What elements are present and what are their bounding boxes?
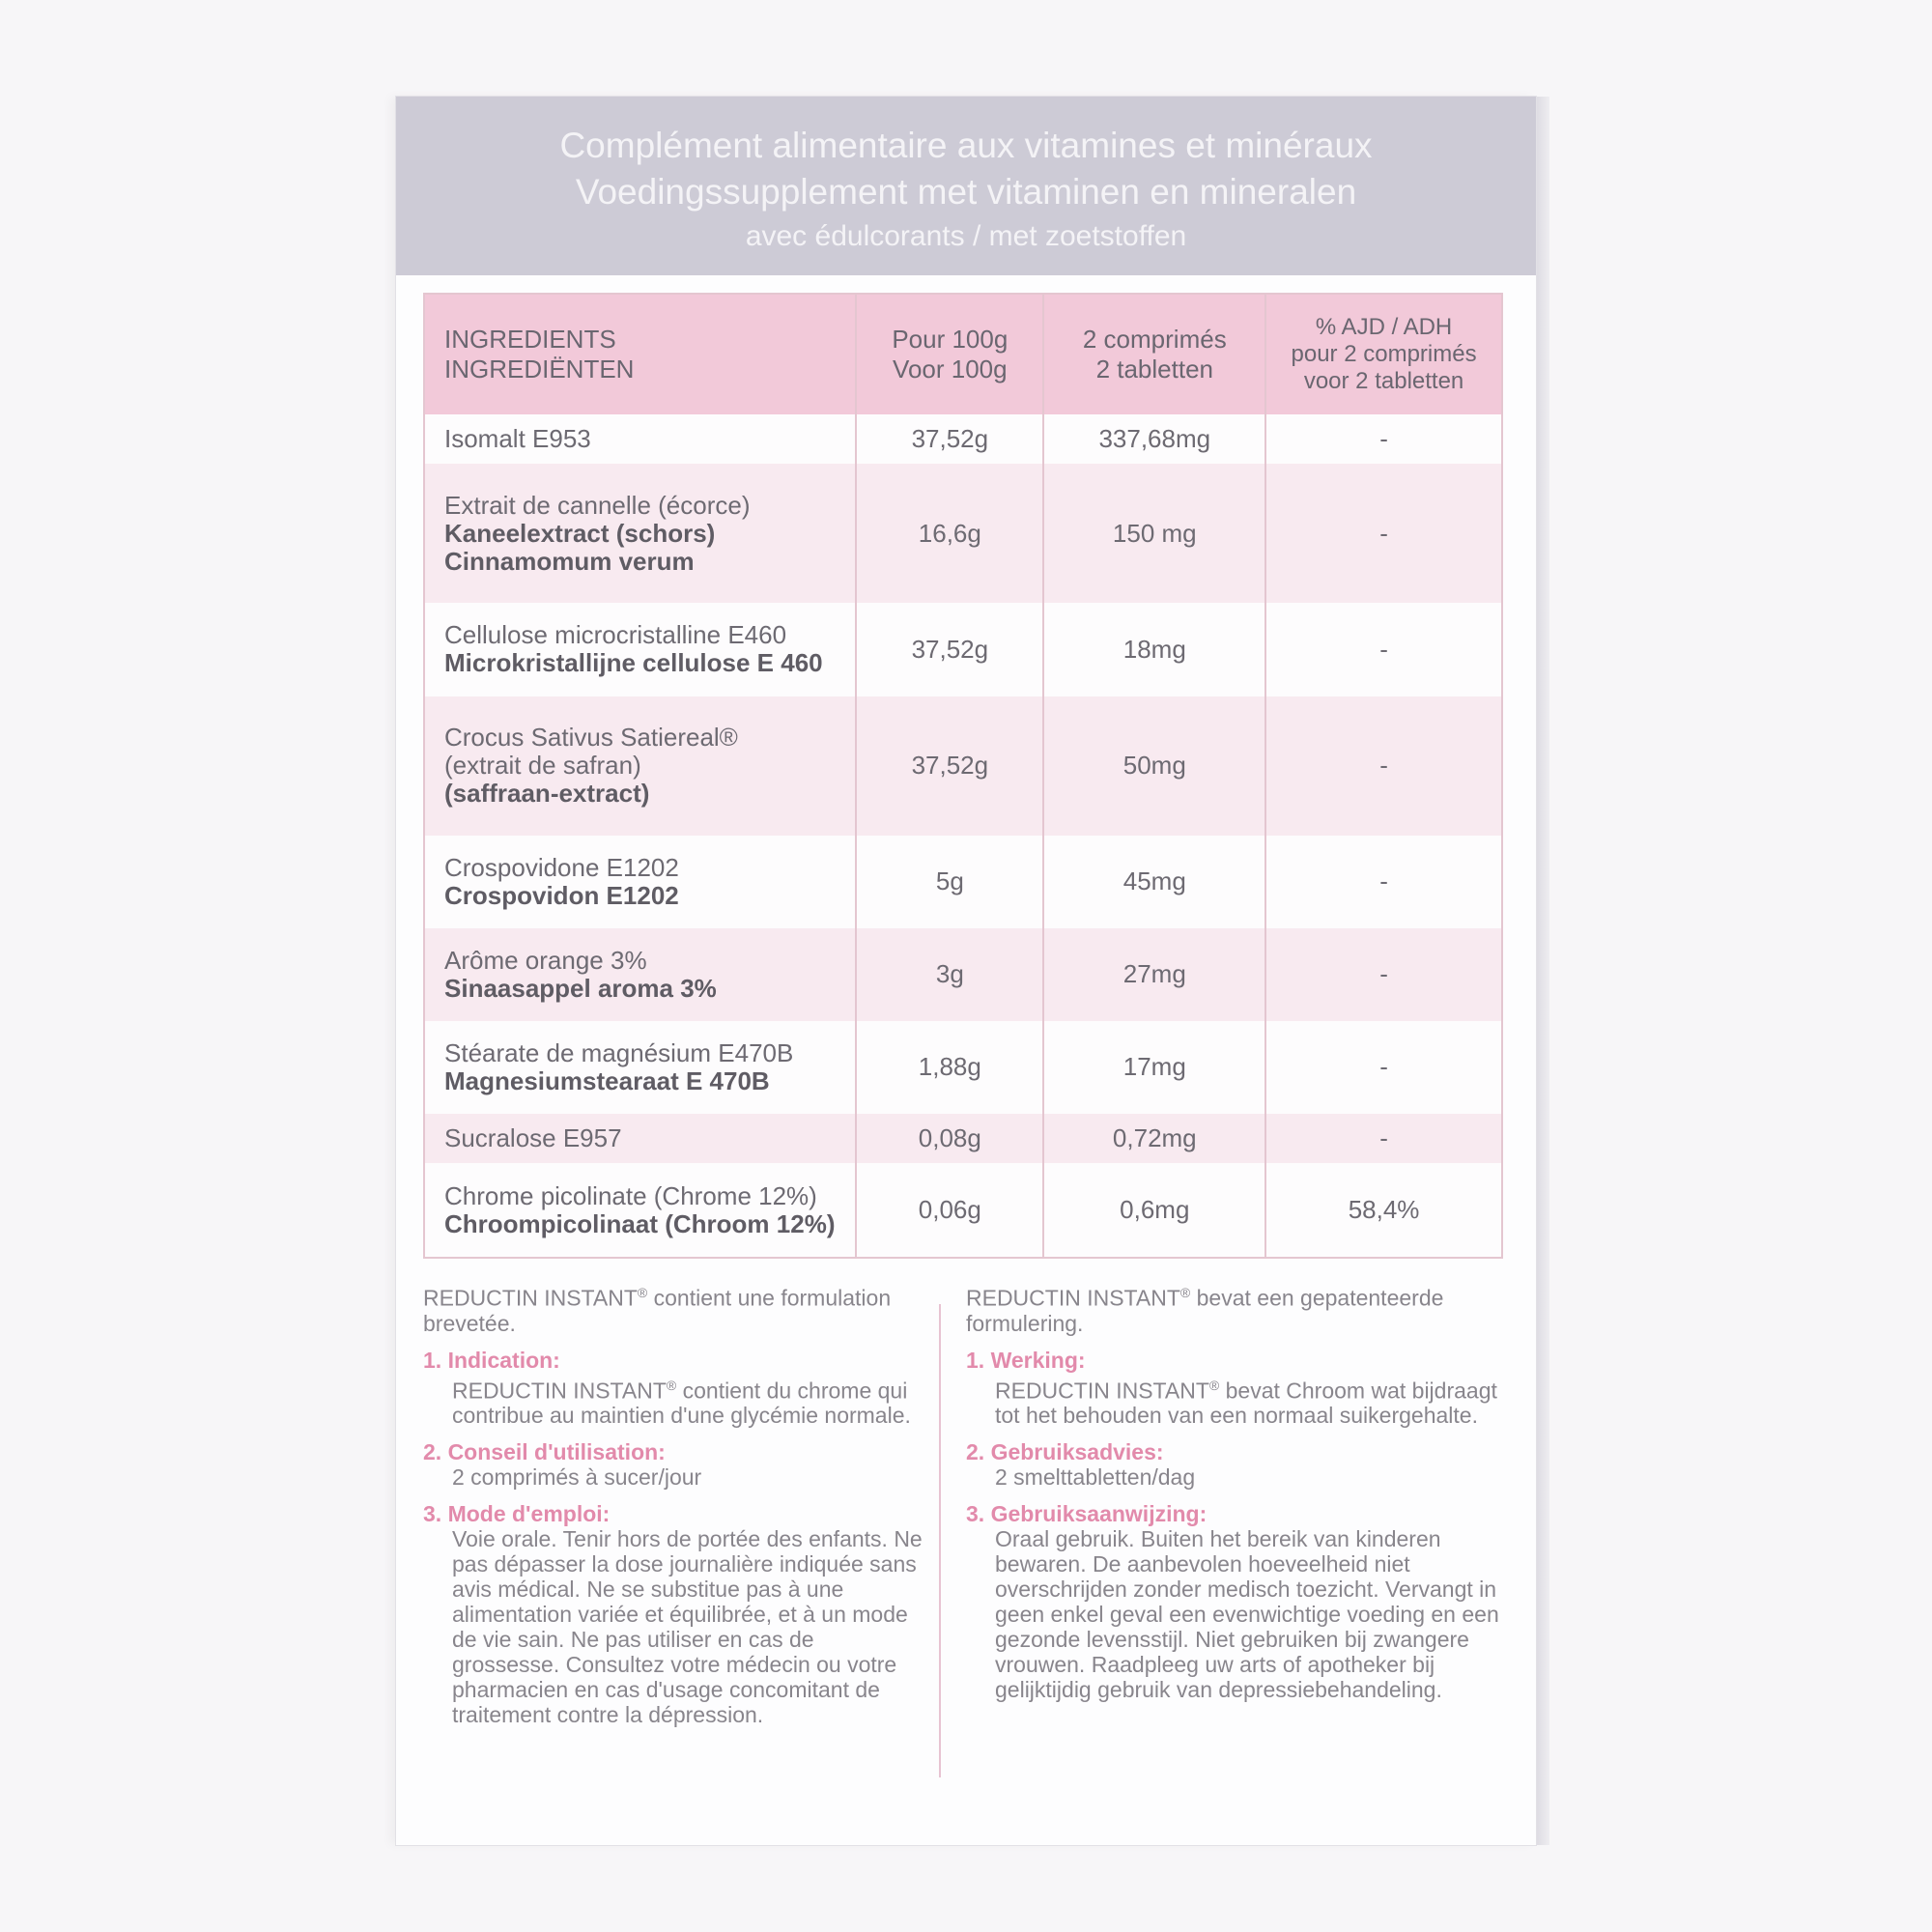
- header-ingredients: INGREDIENTS INGREDIËNTEN: [424, 294, 856, 414]
- ingredient-name-line: (extrait de safran): [444, 751, 641, 781]
- value-per-2-tablets-cell: 27mg: [1043, 928, 1265, 1021]
- ingredient-name-cell: [424, 603, 856, 696]
- ingredient-name-line: Magnesiumstearaat E 470B: [444, 1065, 770, 1095]
- ingredient-name-line: Cinnamomum verum: [444, 546, 695, 576]
- value-ajd-cell: -: [1265, 928, 1502, 1021]
- table-row: [424, 836, 1502, 928]
- registered-mark-icon: ®: [1208, 1377, 1220, 1393]
- ingredient-name-line: Extrait de cannelle (écorce): [444, 490, 751, 520]
- table-row: [424, 1021, 1502, 1114]
- value-per-2-tablets-cell: 150 mg: [1043, 464, 1265, 603]
- value-per-100g-cell: 0,08g: [856, 1114, 1043, 1163]
- value-per-100g-cell: 37,52g: [856, 414, 1043, 464]
- title-line-nl: Voedingssupplement met vitaminen en mineralen: [575, 172, 1357, 212]
- ingredients-body: [424, 414, 1502, 1258]
- value-ajd-cell: -: [1265, 414, 1502, 464]
- fr-indication-title: 1. Indication:: [423, 1347, 560, 1373]
- nl-gebruiksadvies-body: 2 smelttabletten/dag: [995, 1464, 1196, 1491]
- registered-mark-icon: ®: [1179, 1285, 1191, 1300]
- table-row: [424, 414, 1502, 464]
- table-row: [424, 1163, 1502, 1258]
- ingredient-name-line: Stéarate de magnésium E470B: [444, 1037, 794, 1067]
- registered-mark-icon: ®: [637, 1285, 648, 1300]
- ingredient-name-line: Crospovidon E1202: [444, 880, 679, 910]
- fr-usage-title: 2. Conseil d'utilisation:: [423, 1439, 666, 1465]
- table-row: [424, 928, 1502, 1021]
- value-per-100g-cell: 37,52g: [856, 696, 1043, 836]
- fr-usage-body: 2 comprimés à sucer/jour: [452, 1464, 702, 1491]
- nl-gebruiksaanwijzing-title: 3. Gebruiksaanwijzing:: [966, 1501, 1208, 1527]
- value-ajd-cell: -: [1265, 1021, 1502, 1114]
- value-ajd-cell: -: [1265, 464, 1502, 603]
- table-row: [424, 464, 1502, 603]
- ingredient-name-line: Crocus Sativus Satiereal®: [444, 723, 738, 753]
- nl-gebruiksaanwijzing-body: Oraal gebruik. Buiten het bereik van kinderen bewaren. De aanbevolen hoeveelheid niet overschrijden zonder medisch toezicht. Vervangt in geen enkel geval een evenwichtige voeding en een gezonde levensstijl. Niet gebruiken bij zwangere vrouwen. Raadpleeg uw arts of apotheker bij gelijktijdig gebruik van depressiebehandeling.: [995, 1526, 1499, 1703]
- ingredient-name-cell: [424, 696, 856, 836]
- nl-werking-title: 1. Werking:: [966, 1347, 1086, 1373]
- ingredient-name-line: Cellulose microcristalline E460: [444, 620, 787, 650]
- ingredients-table: [423, 293, 1503, 1259]
- value-per-2-tablets-cell: 17mg: [1043, 1021, 1265, 1114]
- value-per-100g-cell: 0,06g: [856, 1163, 1043, 1258]
- title-line-fr: Complément alimentaire aux vitamines et minéraux: [559, 126, 1373, 165]
- nl-werking-body: REDUCTIN INSTANT® bevat Chroom wat bijdraagt tot het behouden van een normaal suikergehalte.: [995, 1377, 1497, 1429]
- fr-indication-body: REDUCTIN INSTANT® contient du chrome qui contribue au maintien d'une glycémie normale.: [452, 1377, 911, 1429]
- value-per-100g-cell: 37,52g: [856, 603, 1043, 696]
- value-per-2-tablets-cell: 337,68mg: [1043, 414, 1265, 464]
- ingredient-name-line: Isomalt E953: [444, 424, 591, 454]
- value-ajd-cell: -: [1265, 603, 1502, 696]
- product-box-panel: [396, 97, 1536, 1845]
- table-row: [424, 603, 1502, 696]
- value-per-2-tablets-cell: 0,6mg: [1043, 1163, 1265, 1258]
- ingredient-name-line: Microkristallijne cellulose E 460: [444, 648, 823, 678]
- ingredient-name-cell: [424, 1163, 856, 1258]
- title-band: [396, 97, 1536, 275]
- table-row: [424, 1114, 1502, 1163]
- ingredient-name-line: Sinaasappel aroma 3%: [444, 973, 717, 1003]
- ingredient-name-cell: [424, 464, 856, 603]
- fr-intro: REDUCTIN INSTANT® contient une formulation brevetée.: [423, 1285, 892, 1336]
- ingredient-name-line: Kaneelextract (schors): [444, 518, 716, 548]
- ingredient-name-line: (saffraan-extract): [444, 779, 650, 809]
- value-per-2-tablets-cell: 50mg: [1043, 696, 1265, 836]
- ingredient-name-cell: [424, 414, 856, 464]
- header-per-2-tablets: 2 comprimés 2 tabletten: [1043, 294, 1265, 414]
- ingredient-name-line: Sucralose E957: [444, 1123, 622, 1153]
- value-per-2-tablets-cell: 18mg: [1043, 603, 1265, 696]
- value-ajd-cell: -: [1265, 1114, 1502, 1163]
- ingredient-name-cell: [424, 1021, 856, 1114]
- ingredient-name-cell: [424, 1114, 856, 1163]
- value-per-2-tablets-cell: 45mg: [1043, 836, 1265, 928]
- value-per-100g-cell: 3g: [856, 928, 1043, 1021]
- dutch-info-column: [966, 1280, 1507, 1702]
- table-row: [424, 696, 1502, 836]
- value-per-100g-cell: 5g: [856, 836, 1043, 928]
- table-header-row: [424, 294, 1502, 414]
- header-per-100g: Pour 100g Voor 100g: [856, 294, 1043, 414]
- value-per-100g-cell: 1,88g: [856, 1021, 1043, 1114]
- ingredient-name-line: Arôme orange 3%: [444, 945, 647, 975]
- ingredient-name-line: Chroompicolinaat (Chroom 12%): [444, 1208, 836, 1238]
- column-divider: [939, 1304, 941, 1777]
- ingredient-name-line: Crospovidone E1202: [444, 852, 679, 882]
- header-ajd: % AJD / ADH pour 2 comprimés voor 2 tabletten: [1265, 294, 1502, 414]
- ingredient-name-cell: [424, 836, 856, 928]
- ingredient-name-cell: [424, 928, 856, 1021]
- value-ajd-cell: -: [1265, 696, 1502, 836]
- title-line-sweeteners: avec édulcorants / met zoetstoffen: [745, 220, 1187, 252]
- value-per-2-tablets-cell: 0,72mg: [1043, 1114, 1265, 1163]
- nl-gebruiksadvies-title: 2. Gebruiksadvies:: [966, 1439, 1164, 1465]
- french-info-column: [423, 1280, 925, 1727]
- fr-directions-body: Voie orale. Tenir hors de portée des enfants. Ne pas dépasser la dose journalière indiquée sans avis médical. Ne se substitue pas à une alimentation variée et équilibrée, et à un mode de vie sain. Ne pas utiliser en cas de grossesse. Consultez votre médecin ou votre pharmacien en cas d'usage concomitant de traitement contre la dépression.: [452, 1526, 923, 1728]
- fr-directions-title: 3. Mode d'emploi:: [423, 1501, 611, 1527]
- value-ajd-cell: -: [1265, 836, 1502, 928]
- nl-intro: REDUCTIN INSTANT® bevat een gepatenteerde formulering.: [966, 1285, 1444, 1336]
- box-side-edge: [1536, 97, 1549, 1845]
- registered-mark-icon: ®: [666, 1377, 677, 1393]
- ingredient-name-line: Chrome picolinate (Chrome 12%): [444, 1180, 817, 1210]
- value-per-100g-cell: 16,6g: [856, 464, 1043, 603]
- value-ajd-cell: 58,4%: [1265, 1163, 1502, 1258]
